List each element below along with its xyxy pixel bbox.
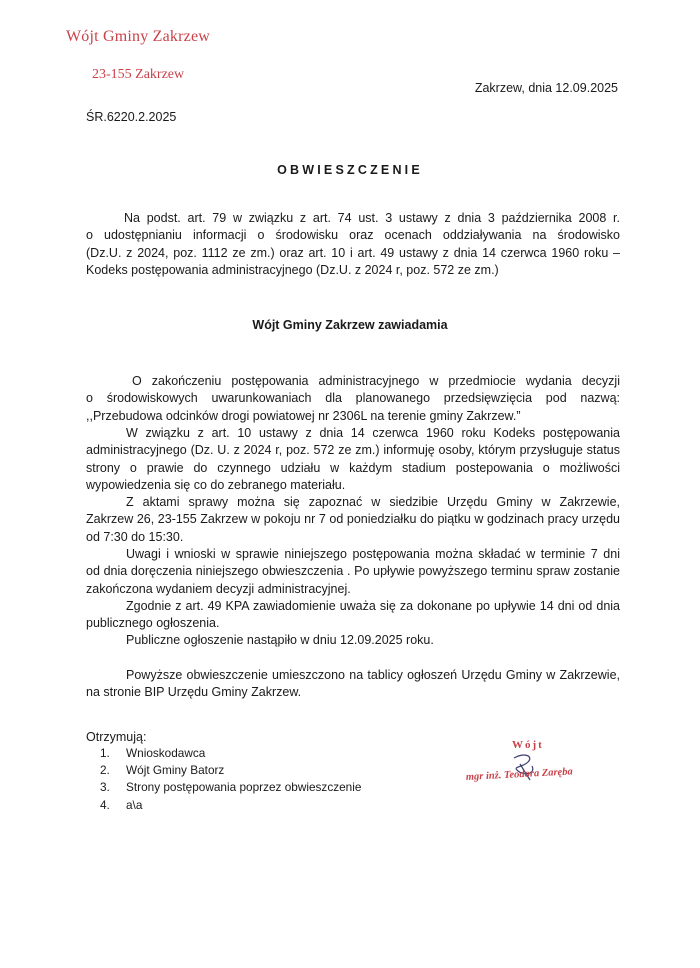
list-number: 3. [100,780,110,795]
body-paragraph-comments [86,546,620,598]
body-line: Zakrzew 26, 23-155 Zakrzew w pokoju nr 7 od poniedziałku do piątku w godzinach pracy urzędu [86,512,620,527]
list-text: a\a [126,797,143,812]
body-paragraph-kpa [86,598,620,633]
stamp-address: 23-155 Zakrzew [92,67,185,82]
body-line: O zakończeniu postępowania administracyjnego w przedmiocie wydania decyzji [132,374,620,388]
list-number: 4. [100,797,110,812]
recipients-list [100,745,361,814]
body-line: od dnia doręczenia niniejszego obwieszczenia . Po upływie powyższego terminu spraw zostanie [86,564,620,579]
signature-stamp [462,736,602,806]
body-paragraph-rights [86,425,620,494]
list-item [100,779,361,796]
signature-title: Wójt [512,739,544,751]
legal-basis-line: Na podst. art. 79 w związku z art. 74 ust. 3 ustawy z dnia 3 października 2008 r. [124,211,620,225]
stamp-office-name: Wójt Gminy Zakrzew [66,28,210,45]
list-item [100,797,361,814]
body-line: Z aktami sprawy można się zapoznać w siedzibie Urzędu Gminy w Zakrzewie, [126,495,620,509]
body-line: od 7:30 do 15:30. [86,529,184,544]
list-text: Wójt Gminy Batorz [126,763,225,778]
list-item [100,745,361,762]
body-line: administracyjnego (Dz. U. z 2024 r, poz. 572 ze zm.) informuję osoby, którym przysługuje status [86,443,620,458]
list-number: 1. [100,746,110,760]
list-item [100,762,361,779]
legal-basis-line: (Dz.U. z 2024, poz. 1112 ze zm.) oraz art. 10 i art. 49 ustawy z dnia 14 czerwca 1960 roku – [86,245,620,260]
body-paragraph-files [86,494,620,546]
closing-paragraph [86,667,620,702]
list-text: Strony postępowania poprzez obwieszczenie [126,780,362,795]
signature-name: mgr inż. Teodora Zaręba [465,766,573,783]
legal-basis-paragraph [86,210,620,279]
body-line: publicznego ogłoszenia. [86,616,220,631]
announcement-subheading: Wójt Gminy Zakrzew zawiadamia [252,318,448,332]
recipients-label: Otrzymują: [86,730,147,744]
reference-number: ŚR.6220.2.2025 [86,110,177,124]
legal-basis-line: o udostępnianiu informacji o środowisku oraz ocenach oddziaływania na środowisko [86,228,620,243]
body-line: W związku z art. 10 ustawy z dnia 14 czerwca 1960 roku Kodeks postępowania [126,426,620,440]
list-number: 2. [100,763,110,778]
body-line: Zgodnie z art. 49 KPA zawiadomienie uważa się za dokonane po upływie 14 dni od dnia [126,599,620,613]
legal-basis-line: Kodeks postępowania administracyjnego (Dz.U. z 2024 r, poz. 572 ze zm.) [86,262,499,277]
body-line: wypowiedzenia się co do zebranego materiału. [86,477,346,492]
body-line: Publiczne ogłoszenie nastąpiło w dniu 12.09.2025 roku. [126,633,434,647]
body-line: o środowiskowych uwarunkowaniach dla planowanego przedsięwzięcia pod nazwą: [86,391,620,406]
document-date: Zakrzew, dnia 12.09.2025 [474,81,618,95]
list-text: Wnioskodawca [126,746,206,760]
body-line: zakończona wydaniem decyzji administracyjnej. [86,581,351,596]
closing-line: Powyższe obwieszczenie umieszczono na tablicy ogłoszeń Urzędu Gminy w Zakrzewie, [126,668,620,682]
document-title: OBWIESZCZENIE [277,163,423,177]
closing-line: na stronie BIP Urzędu Gminy Zakrzew. [86,685,302,700]
body-line: ,,Przebudowa odcinków drogi powiatowej nr 2306L na terenie gminy Zakrzew.” [86,408,521,423]
body-line: strony o prawie do czynnego udziału w każdym stadium postepowania o możliwości [86,460,620,475]
body-paragraph-publication [86,632,620,649]
body-paragraph-conclusion [86,373,620,425]
body-line: Uwagi i wnioski w sprawie niniejszego postępowania można składać w terminie 7 dni [126,547,620,561]
